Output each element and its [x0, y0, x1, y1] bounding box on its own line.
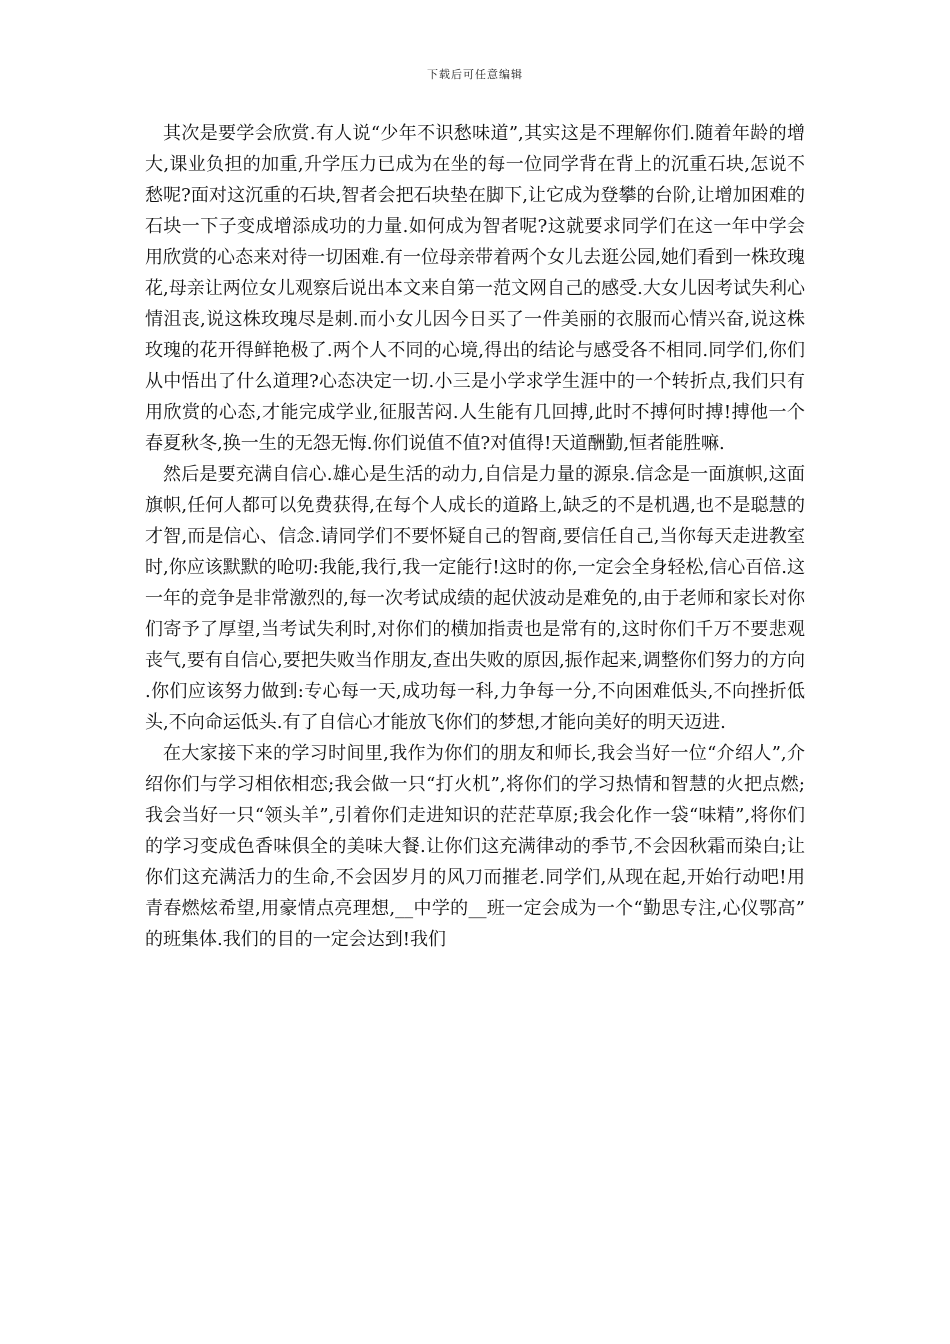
paragraph-appreciation: 其次是要学会欣赏.有人说“少年不识愁味道”,其实这是不理解你们.随着年龄的增大,课业负担的加重,升学压力已成为在坐的每一位同学背在背上的沉重石块,怎说不愁呢?面对这沉重的石块,智者会把石块垫在脚下,让它成为登攀的台阶,让增加困难的石块一下子变成增添成功的力量.如何成为智者呢?这就要求同学们在这一年中学会用欣赏的心态来对待一切困难.有一位母亲带着两个女儿去逛公园,她们看到一株玫瑰花,母亲让两位女儿观察后说出本文来自第一范文网自己的感受.大女儿因考试失利心情沮丧,说这株玫瑰尽是刺.而小女儿因今日买了一件美丽的衣服而心情兴奋,说这株玫瑰的花开得鲜艳极了.两个人不同的心境,得出的结论与感受各不相同.同学们,你们从中悟出了什么道理?心态决定一切.小三是小学求学生涯中的一个转折点,我们只有用欣赏的心态,才能完成学业,征服苦闷.人生能有几回搏,此时不搏何时搏!搏他一个春夏秋冬,换一生的无怨无悔.你们说值不值?对值得!天道酬勤,恒者能胜嘛. [145, 123, 805, 454]
paragraph-confidence: 然后是要充满自信心.雄心是生活的动力,自信是力量的源泉.信念是一面旗帜,这面旗帜,任何人都可以免费获得,在每个人成长的道路上,缺乏的不是机遇,也不是聪慧的才智,而是信心、信念.请同学们不要怀疑自己的智商,要信任自己,当你每天走进教室时,你应该默默的呛叨:我能,我行,我一定能行!这时的你,一定会全身轻松,信心百倍.这一年的竞争是非常激烈的,每一次考试成绩的起伏波动是难免的,由于老师和家长对你们寄予了厚望,当考试失利时,对你们的横加指责也是常有的,这时你们千万不要悲观丧气,要有自信心,要把失败当作朋友,查出失败的原因,振作起来,调整你们努力的方向.你们应该努力做到:专心每一天,成功每一科,力争每一分,不向困难低头,不向挫折低头,不向命运低头.有了自信心才能放飞你们的梦想,才能向美好的明天迈进. [145, 464, 805, 733]
document-body [145, 118, 805, 955]
page-header: 下载后可任意编辑 [427, 68, 523, 81]
paragraph-teacher-role: 在大家接下来的学习时间里,我作为你们的朋友和师长,我会当好一位“介绍人”,介绍你们与学习相依相恋;我会做一只“打火机”,将你们的学习热情和智慧的火把点燃;我会当好一只“领头羊”,引着你们走进知识的茫茫草原;我会化作一袋“味精”,将你们的学习变成色香味俱全的美味大餐.让你们这充满律动的季节,不会因秋霜而染白;让你们这充满活力的生命,不会因岁月的风刀而摧老.同学们,从现在起,开始行动吧!用青春燃炫希望,用豪情点亮理想,__中学的__班一定会成为一个“勤思专注,心仪鄂高”的班集体.我们的目的一定会达到!我们 [145, 743, 805, 950]
